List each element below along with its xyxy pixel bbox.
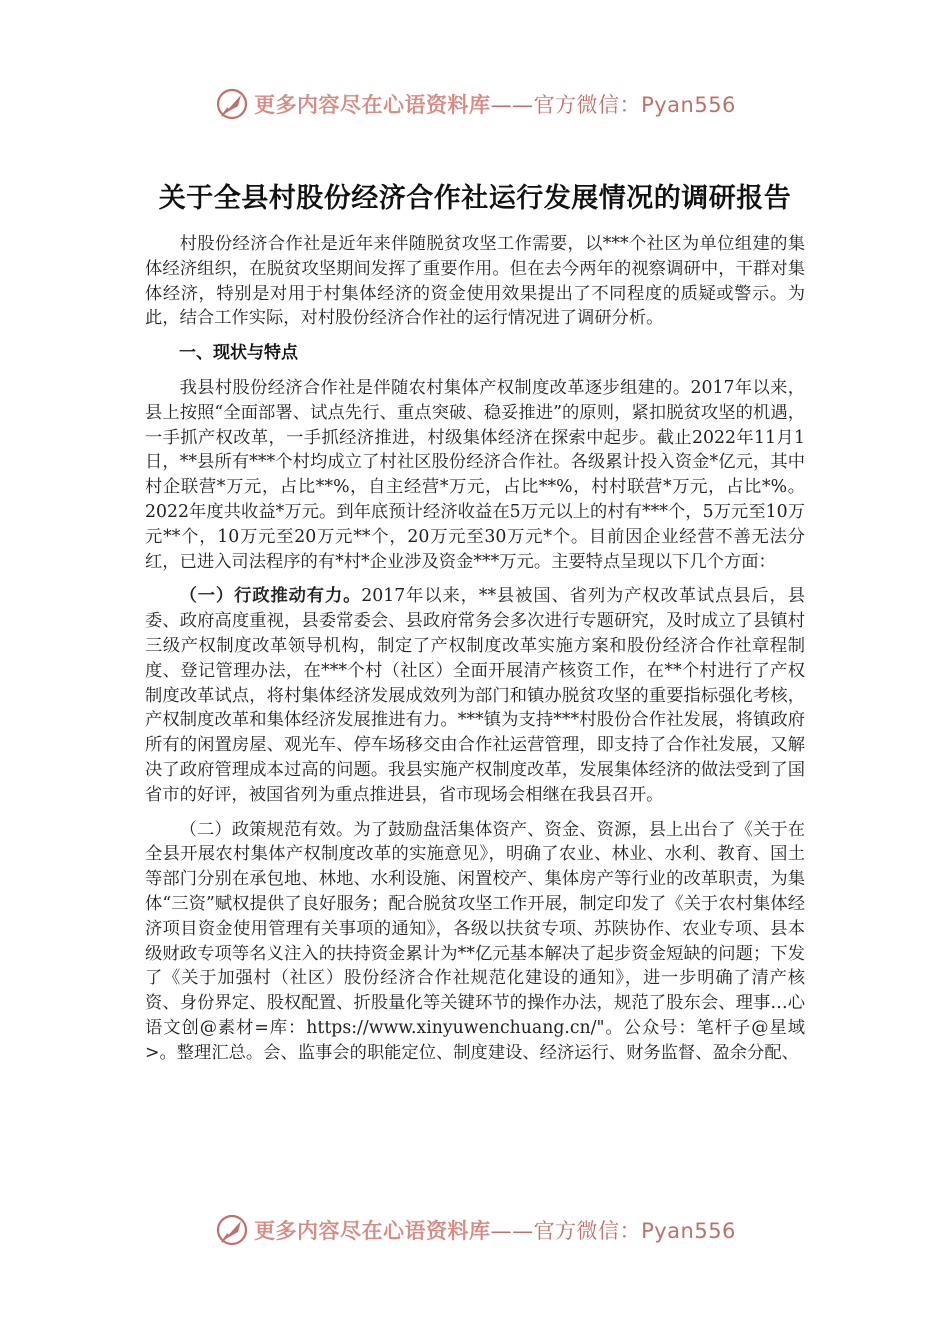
banner-brand: 更多内容尽在心语资料库: [254, 93, 491, 117]
banner-wechat-label: 官方微信：: [533, 93, 642, 117]
header-watermark-banner: [0, 82, 950, 126]
banner-wechat-id: Pyan556: [641, 1219, 736, 1243]
footer-watermark-banner: [0, 1208, 950, 1252]
point1-lead: （一）行政推动有力。: [179, 586, 362, 607]
document-title: 关于全县村股份经济合作社运行发展情况的调研报告: [158, 183, 792, 214]
section1-paragraph: 我县村股份经济合作社是伴随农村集体产权制度改革逐步组建的。2017年以来，县上按照“全面部署、试点先行、重点突破、稳妥推进”的原则，紧扣脱贫攻坚的机遇，一手抓产权改革，一手抓经济推进，村级集体经济在探索中起步。截止2022年11月1日，**县所有***个村均成立了村社区股份经济合作社。各级累计投入资金*亿元，其中村企联营*万元，占比**%，自主经营*万元，占比**%，村村联营*万元，占比*%。2022年度共收益*万元。到年底预计经济收益在5万元以上的村有***个，5万元至10万元**个，10万元至20万元**个，20万元至30万元*个。目前因企业经营不善无法分红，已进入司法程序的有*村*企业涉及资金***万元。主要特点呈现以下几个方面：: [145, 377, 805, 572]
banner-dash: ——: [490, 1219, 534, 1243]
point1-paragraph: [145, 584, 805, 807]
banner-text: [254, 1215, 736, 1245]
banner-wechat-id: Pyan556: [641, 93, 736, 117]
intro-paragraph: 村股份经济合作社是近年来伴随脱贫攻坚工作需要，以***个社区为单位组建的集体经济组织，在脱贫攻坚期间发挥了重要作用。但在去今两年的视察调研中，干群对集体经济，特别是对用于村集体经济的资金使用效果提出了不同程度的质疑或警示。为此，结合工作实际，对村股份经济合作社的运行情况进了调研分析。: [145, 234, 805, 329]
banner-text: [254, 89, 736, 119]
point2-paragraph: （二）政策规范有效。为了鼓励盘活集体资产、资金、资源，县上出台了《关于在全县开展农村集体产权制度改革的实施意见》，明确了农业、林业、水利、教育、国土等部门分别在承包地、林地、水利设施、闲置校产、集体房产等行业的改革职责，为集体“三资”赋权提供了良好服务；配合脱贫攻坚工作开展，制定印发了《关于农村集体经济项目资金使用管理有关事项的通知》，各级以扶贫专项、苏陕协作、农业专项、县本级财政专项等名义注入的扶持资金累计为**亿元基本解决了起步资金短缺的问题；下发了《关于加强村（社区）股份经济合作社规范化建设的通知》，进一步明确了清产核资、身份界定、股权配置、折股量化等关键环节的操作办法，规范了股东会、理事…心语文创@素材=库：https://www.xinyuwenchuang.cn/"。公众号：笔杆子@星域>。整理汇总。会、监事会的职能定位、制度建设、经济运行、财务监督、盈余分配、: [145, 819, 805, 1063]
point1-body: 2017年以来，**县被国、省列为产权改革试点县后，县委、政府高度重视，县委常委会、县政府常务会多次进行专题研究，及时成立了县镇村三级产权制度改革领导机构，制定了产权制度改革实施方案和股份经济合作社章程制度、登记管理办法，在***个村（社区）全面开展清产核资工作，在**个村进行了产权制度改革试点，将村集体经济发展成效列为部门和镇办脱贫攻坚的重要指标强化考核，产权制度改革和集体经济发展推进有力。***镇为支持***村股份合作社发展，将镇政府所有的闲置房屋、观光车、停车场移交由合作社运营管理，即支持了合作社发展，又解决了政府管理成本过高的问题。我县实施产权制度改革，发展集体经济的做法受到了国省市的好评，被国省列为重点推进县，省市现场会相继在我县召开。: [145, 586, 805, 805]
banner-wechat-label: 官方微信：: [533, 1219, 642, 1243]
quill-pen-logo-icon: [214, 1212, 250, 1248]
quill-pen-logo-icon: [214, 86, 250, 122]
banner-dash: ——: [490, 93, 534, 117]
banner-brand: 更多内容尽在心语资料库: [254, 1219, 491, 1243]
document-body: [145, 232, 805, 1066]
section-heading: 一、现状与特点: [179, 343, 298, 364]
